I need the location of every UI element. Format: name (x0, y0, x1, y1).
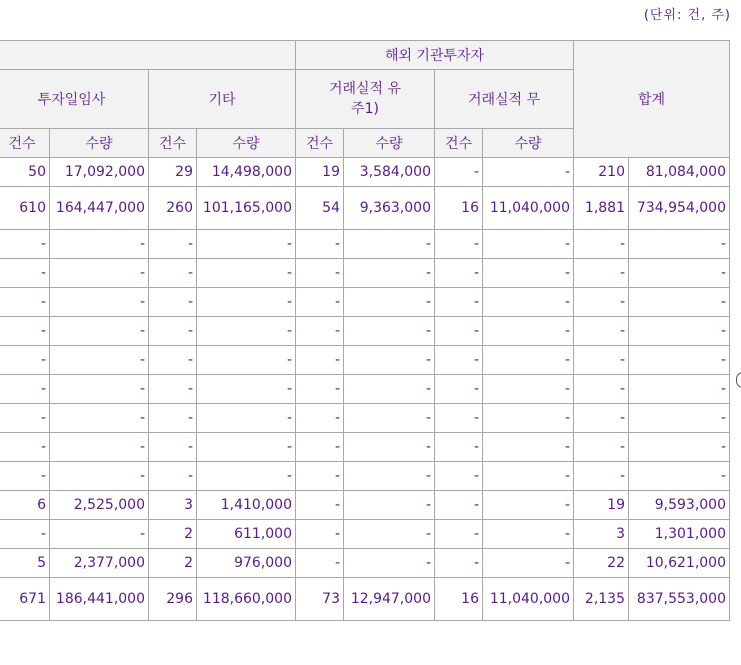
table-cell: - (197, 346, 296, 375)
table-cell: - (435, 433, 483, 462)
table-cell: - (435, 404, 483, 433)
table-cell: - (296, 404, 344, 433)
table-cell: - (0, 288, 50, 317)
table-cell: - (149, 259, 197, 288)
table-row (0, 578, 730, 621)
table-cell: - (629, 404, 730, 433)
table-cell: - (296, 259, 344, 288)
header-foreign-institutional: 해외 기관투자자 (296, 41, 574, 70)
table-cell: - (0, 520, 50, 549)
table-cell: - (435, 346, 483, 375)
table-cell: - (50, 433, 149, 462)
table-cell: - (50, 462, 149, 491)
table-cell: - (296, 346, 344, 375)
table-cell: - (435, 288, 483, 317)
table-cell: - (197, 375, 296, 404)
table-cell: - (0, 375, 50, 404)
table-cell: 9,363,000 (344, 187, 435, 230)
table-cell: - (629, 346, 730, 375)
table-cell: - (483, 375, 574, 404)
table-cell: - (149, 433, 197, 462)
table-cell: - (149, 462, 197, 491)
table-row (0, 346, 730, 375)
table-row (0, 187, 730, 230)
table-cell: 81,084,000 (629, 158, 730, 187)
table-row (0, 462, 730, 491)
header-trade-record-no: 거래실적 무 (435, 70, 574, 129)
table-cell: - (574, 404, 629, 433)
table-cell: 734,954,000 (629, 187, 730, 230)
table-cell: - (296, 462, 344, 491)
data-table (0, 40, 730, 621)
table-cell: - (344, 259, 435, 288)
table-cell: - (149, 375, 197, 404)
table-cell: 9,593,000 (629, 491, 730, 520)
table-cell: 671 (0, 578, 50, 621)
table-cell: 1,881 (574, 187, 629, 230)
table-cell: 11,040,000 (483, 187, 574, 230)
table-cell: - (483, 404, 574, 433)
table-cell: - (483, 317, 574, 346)
table-cell: - (629, 259, 730, 288)
table-cell: - (296, 549, 344, 578)
header-blank (0, 41, 296, 70)
table-cell: - (149, 317, 197, 346)
table-cell: - (197, 462, 296, 491)
table-cell: 611,000 (197, 520, 296, 549)
table-cell: 12,947,000 (344, 578, 435, 621)
table-cell: - (629, 317, 730, 346)
table-row (0, 259, 730, 288)
table-cell: - (0, 230, 50, 259)
table-cell: - (197, 317, 296, 346)
table-cell: 10,621,000 (629, 549, 730, 578)
table-cell: 1,410,000 (197, 491, 296, 520)
table-cell: - (435, 462, 483, 491)
table-cell: - (435, 375, 483, 404)
table-cell: 19 (574, 491, 629, 520)
table-cell: - (483, 158, 574, 187)
table-cell: - (344, 404, 435, 433)
table-cell: 2,525,000 (50, 491, 149, 520)
table-cell: - (629, 230, 730, 259)
table-cell: - (50, 346, 149, 375)
table-row (0, 549, 730, 578)
table-cell: - (344, 433, 435, 462)
table-cell: - (483, 491, 574, 520)
table-cell: - (149, 346, 197, 375)
table-cell: - (435, 259, 483, 288)
table-cell: 11,040,000 (483, 578, 574, 621)
table-cell: - (296, 375, 344, 404)
table-cell: 976,000 (197, 549, 296, 578)
header-count: 건수 (296, 129, 344, 158)
table-cell: - (0, 259, 50, 288)
table-cell: 101,165,000 (197, 187, 296, 230)
table-cell: - (149, 404, 197, 433)
table-cell: - (435, 317, 483, 346)
table-cell: - (0, 433, 50, 462)
table-cell: - (0, 462, 50, 491)
table-cell: - (197, 230, 296, 259)
table-cell: - (50, 288, 149, 317)
table-cell: - (197, 404, 296, 433)
table-cell: - (296, 317, 344, 346)
table-cell: - (50, 520, 149, 549)
table-cell: 2 (149, 549, 197, 578)
table-cell: - (344, 491, 435, 520)
table-cell: - (344, 375, 435, 404)
table-cell: 2,377,000 (50, 549, 149, 578)
table-cell: 16 (435, 578, 483, 621)
table-cell: 210 (574, 158, 629, 187)
table-cell: - (483, 520, 574, 549)
table-cell: 1,301,000 (629, 520, 730, 549)
table-cell: - (197, 259, 296, 288)
table-cell: - (574, 230, 629, 259)
table-cell: 22 (574, 549, 629, 578)
header-count: 건수 (0, 129, 50, 158)
header-qty: 수량 (344, 129, 435, 158)
header-count: 건수 (435, 129, 483, 158)
table-cell: - (344, 288, 435, 317)
table-row (0, 404, 730, 433)
table-cell: - (344, 230, 435, 259)
table-cell: 3 (149, 491, 197, 520)
table-cell: - (0, 404, 50, 433)
table-cell: - (629, 288, 730, 317)
table-row (0, 433, 730, 462)
table-cell: - (483, 549, 574, 578)
table-cell: - (197, 288, 296, 317)
table-cell: - (629, 375, 730, 404)
table-cell: - (344, 549, 435, 578)
table-cell: - (50, 375, 149, 404)
table-cell: 610 (0, 187, 50, 230)
header-count: 건수 (149, 129, 197, 158)
table-cell: - (0, 346, 50, 375)
table-cell: - (435, 491, 483, 520)
table-cell: 29 (149, 158, 197, 187)
table-cell: - (344, 520, 435, 549)
scroll-handle[interactable] (736, 372, 741, 388)
table-cell: - (629, 462, 730, 491)
table-cell: - (296, 433, 344, 462)
table-cell: 3,584,000 (344, 158, 435, 187)
table-cell: - (483, 346, 574, 375)
unit-note: (단위: 건, 주) (643, 8, 731, 23)
table-cell: 73 (296, 578, 344, 621)
table-cell: - (344, 346, 435, 375)
table-cell: 54 (296, 187, 344, 230)
table-cell: - (435, 230, 483, 259)
table-cell: - (149, 288, 197, 317)
table-cell: - (149, 230, 197, 259)
table-cell: - (574, 346, 629, 375)
header-investment-advisor: 투자일임사 (0, 70, 149, 129)
header-other: 기타 (149, 70, 296, 129)
table-cell: - (435, 158, 483, 187)
table-cell: 5 (0, 549, 50, 578)
table-cell: - (197, 433, 296, 462)
table-cell: - (50, 259, 149, 288)
table-cell: - (435, 549, 483, 578)
table-cell: - (0, 317, 50, 346)
table-cell: - (344, 462, 435, 491)
table-cell: - (50, 230, 149, 259)
table-cell: 16 (435, 187, 483, 230)
table-cell: - (50, 404, 149, 433)
table-cell: 164,447,000 (50, 187, 149, 230)
table-cell: 3 (574, 520, 629, 549)
table-row (0, 230, 730, 259)
table-cell: 19 (296, 158, 344, 187)
table-cell: - (50, 317, 149, 346)
table-cell: - (296, 230, 344, 259)
table-cell: - (574, 375, 629, 404)
table-row (0, 288, 730, 317)
table-cell: - (574, 288, 629, 317)
table-row (0, 158, 730, 187)
header-trade-record-yes: 거래실적 유주1) (296, 70, 435, 129)
table-cell: - (629, 433, 730, 462)
table-row (0, 317, 730, 346)
table-cell: - (574, 433, 629, 462)
table-cell: - (574, 259, 629, 288)
table-cell: 296 (149, 578, 197, 621)
table-cell: 260 (149, 187, 197, 230)
table-cell: - (296, 520, 344, 549)
table-cell: 837,553,000 (629, 578, 730, 621)
table-cell: 50 (0, 158, 50, 187)
table-cell: - (483, 433, 574, 462)
table-row (0, 520, 730, 549)
header-qty: 수량 (197, 129, 296, 158)
table-cell: 14,498,000 (197, 158, 296, 187)
table-cell: 118,660,000 (197, 578, 296, 621)
header-qty: 수량 (50, 129, 149, 158)
header-total: 합계 (574, 41, 730, 158)
table-cell: 2,135 (574, 578, 629, 621)
table-cell: 186,441,000 (50, 578, 149, 621)
header-qty: 수량 (483, 129, 574, 158)
table-cell: - (296, 491, 344, 520)
table-cell: - (483, 230, 574, 259)
table-cell: - (483, 259, 574, 288)
table-row (0, 375, 730, 404)
table-cell: 6 (0, 491, 50, 520)
table-cell: - (483, 462, 574, 491)
table-cell: 17,092,000 (50, 158, 149, 187)
table-cell: 2 (149, 520, 197, 549)
table-cell: - (296, 288, 344, 317)
table-cell: - (574, 462, 629, 491)
table-cell: - (344, 317, 435, 346)
table-row (0, 491, 730, 520)
table-cell: - (483, 288, 574, 317)
table-cell: - (435, 520, 483, 549)
table-cell: - (574, 317, 629, 346)
